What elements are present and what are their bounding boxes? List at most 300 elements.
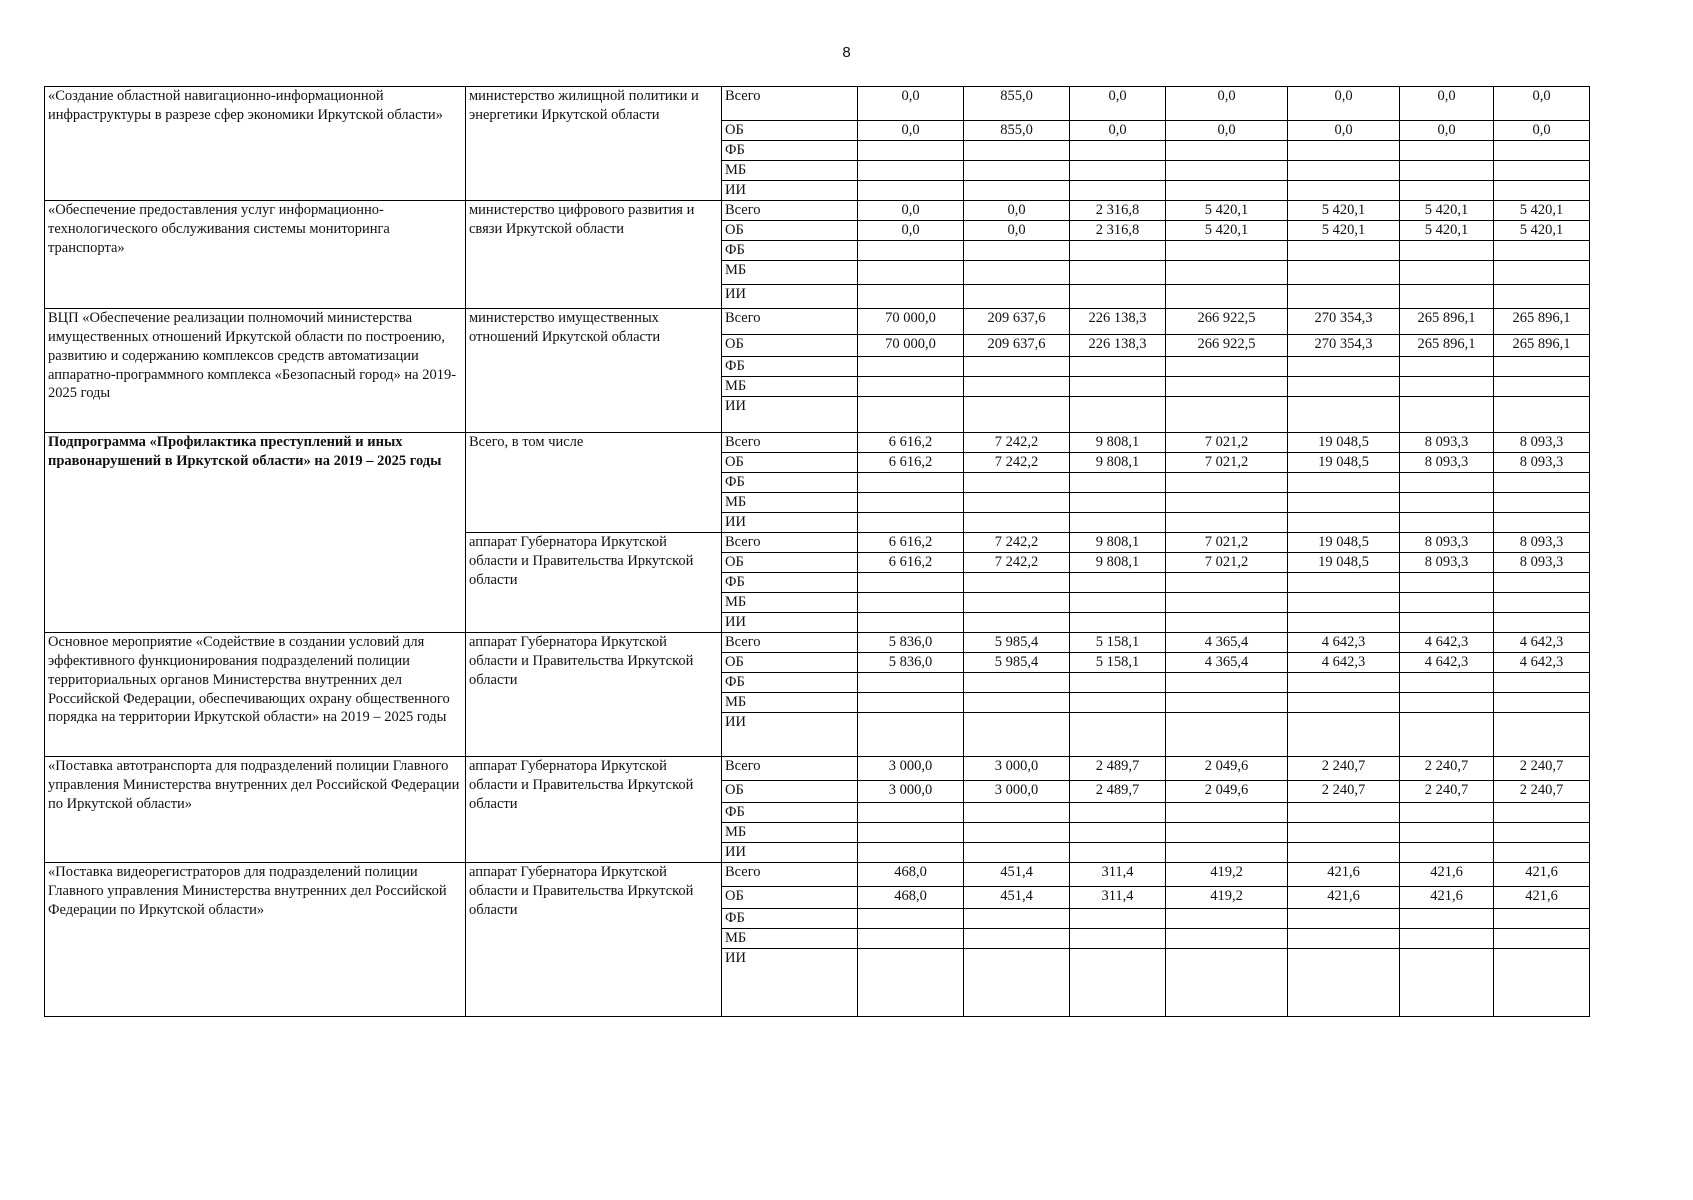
amount-cell (858, 929, 964, 949)
amount-cell: 421,6 (1288, 887, 1400, 909)
amount-cell (1494, 397, 1590, 433)
page-number: 8 (842, 44, 851, 61)
funding-source-label: ФБ (722, 909, 858, 929)
amount-cell (1070, 357, 1166, 377)
amount-cell (1288, 261, 1400, 285)
amount-cell (964, 909, 1070, 929)
measure-name: «Обеспечение предоставления услуг информационно-технологического обслуживания системы мониторинга транспорта» (45, 201, 466, 309)
amount-cell (1494, 803, 1590, 823)
responsible-executor: министерство жилищной политики и энергетики Иркутской области (466, 87, 722, 201)
funding-source-label: ИИ (722, 713, 858, 757)
amount-cell (1494, 181, 1590, 201)
measure-name: Основное мероприятие «Содействие в создании условий для эффективного функционирования подразделений полиции территориальных органов Министерства внутренних дел Российской Федерации, обеспечивающих охрану общественного порядка на территории Иркутской области» на 2019 – 2025 годы (45, 633, 466, 757)
amount-cell (1494, 909, 1590, 929)
amount-cell (1166, 377, 1288, 397)
amount-cell (1288, 843, 1400, 863)
amount-cell: 266 922,5 (1166, 335, 1288, 357)
amount-cell (964, 593, 1070, 613)
amount-cell: 5 158,1 (1070, 633, 1166, 653)
amount-cell: 2 049,6 (1166, 757, 1288, 781)
amount-cell: 2 489,7 (1070, 757, 1166, 781)
amount-cell (1400, 909, 1494, 929)
amount-cell (964, 241, 1070, 261)
amount-cell (964, 613, 1070, 633)
amount-cell: 5 985,4 (964, 633, 1070, 653)
amount-cell (858, 161, 964, 181)
amount-cell (1400, 377, 1494, 397)
amount-cell: 9 808,1 (1070, 453, 1166, 473)
amount-cell: 265 896,1 (1494, 309, 1590, 335)
funding-source-label: Всего (722, 87, 858, 121)
amount-cell: 3 000,0 (964, 781, 1070, 803)
amount-cell: 855,0 (964, 87, 1070, 121)
amount-cell: 209 637,6 (964, 309, 1070, 335)
amount-cell: 7 242,2 (964, 453, 1070, 473)
amount-cell (1400, 929, 1494, 949)
amount-cell (858, 493, 964, 513)
amount-cell: 266 922,5 (1166, 309, 1288, 335)
amount-cell: 8 093,3 (1494, 453, 1590, 473)
amount-cell (964, 513, 1070, 533)
amount-cell: 2 489,7 (1070, 781, 1166, 803)
amount-cell (1494, 513, 1590, 533)
amount-cell: 5 420,1 (1400, 221, 1494, 241)
amount-cell (1288, 357, 1400, 377)
amount-cell (1494, 261, 1590, 285)
amount-cell (1166, 613, 1288, 633)
amount-cell (964, 693, 1070, 713)
amount-cell (1070, 473, 1166, 493)
table-row (45, 633, 1590, 653)
amount-cell (1400, 803, 1494, 823)
amount-cell: 311,4 (1070, 863, 1166, 887)
amount-cell (964, 929, 1070, 949)
amount-cell: 421,6 (1494, 887, 1590, 909)
amount-cell: 19 048,5 (1288, 533, 1400, 553)
amount-cell (858, 397, 964, 433)
amount-cell: 0,0 (1166, 87, 1288, 121)
amount-cell (1070, 949, 1166, 1017)
funding-source-label: ОБ (722, 781, 858, 803)
funding-source-label: Всего (722, 309, 858, 335)
amount-cell (858, 613, 964, 633)
funding-source-label: ФБ (722, 357, 858, 377)
amount-cell: 0,0 (858, 221, 964, 241)
amount-cell: 6 616,2 (858, 433, 964, 453)
amount-cell (1070, 377, 1166, 397)
amount-cell (1400, 261, 1494, 285)
amount-cell: 8 093,3 (1494, 533, 1590, 553)
amount-cell (1288, 513, 1400, 533)
amount-cell: 8 093,3 (1400, 433, 1494, 453)
amount-cell (964, 397, 1070, 433)
amount-cell (1400, 949, 1494, 1017)
amount-cell: 5 420,1 (1494, 221, 1590, 241)
measure-name: «Поставка видеорегистраторов для подразделений полиции Главного управления Министерства внутренних дел Российской Федерации по Иркутской области» (45, 863, 466, 1017)
amount-cell (1070, 513, 1166, 533)
amount-cell (1400, 673, 1494, 693)
amount-cell (1400, 843, 1494, 863)
amount-cell (1494, 473, 1590, 493)
amount-cell: 5 158,1 (1070, 653, 1166, 673)
amount-cell (1166, 513, 1288, 533)
amount-cell (1288, 141, 1400, 161)
amount-cell (858, 573, 964, 593)
amount-cell: 19 048,5 (1288, 553, 1400, 573)
funding-source-label: ОБ (722, 335, 858, 357)
amount-cell (1494, 613, 1590, 633)
amount-cell: 5 420,1 (1494, 201, 1590, 221)
amount-cell: 270 354,3 (1288, 335, 1400, 357)
amount-cell (1070, 929, 1166, 949)
amount-cell: 0,0 (964, 201, 1070, 221)
amount-cell (964, 357, 1070, 377)
funding-source-label: ФБ (722, 141, 858, 161)
amount-cell: 226 138,3 (1070, 309, 1166, 335)
amount-cell (964, 141, 1070, 161)
amount-cell (1494, 573, 1590, 593)
funding-source-label: ИИ (722, 949, 858, 1017)
amount-cell (1494, 929, 1590, 949)
amount-cell (858, 261, 964, 285)
amount-cell: 4 365,4 (1166, 633, 1288, 653)
amount-cell: 2 240,7 (1400, 781, 1494, 803)
amount-cell (1400, 473, 1494, 493)
amount-cell (858, 673, 964, 693)
amount-cell (1288, 929, 1400, 949)
amount-cell (1166, 673, 1288, 693)
amount-cell (858, 843, 964, 863)
amount-cell (1494, 843, 1590, 863)
amount-cell (1400, 713, 1494, 757)
funding-source-label: Всего (722, 433, 858, 453)
measure-name: «Поставка автотранспорта для подразделений полиции Главного управления Министерства внутренних дел Российской Федерации по Иркутской области» (45, 757, 466, 863)
amount-cell (1288, 377, 1400, 397)
amount-cell (1070, 823, 1166, 843)
amount-cell (1166, 713, 1288, 757)
amount-cell (1166, 161, 1288, 181)
amount-cell (1400, 357, 1494, 377)
amount-cell (1288, 949, 1400, 1017)
measure-name: «Создание областной навигационно-информационной инфраструктуры в разрезе сфер экономики Иркутской области» (45, 87, 466, 201)
funding-source-label: МБ (722, 823, 858, 843)
amount-cell (1494, 357, 1590, 377)
amount-cell: 8 093,3 (1400, 453, 1494, 473)
amount-cell (1166, 473, 1288, 493)
amount-cell (1070, 493, 1166, 513)
funding-source-label: МБ (722, 493, 858, 513)
amount-cell (1400, 141, 1494, 161)
amount-cell: 0,0 (1494, 87, 1590, 121)
amount-cell (858, 803, 964, 823)
responsible-executor: аппарат Губернатора Иркутской области и Правительства Иркутской области (466, 533, 722, 633)
amount-cell: 0,0 (1400, 87, 1494, 121)
amount-cell: 70 000,0 (858, 309, 964, 335)
amount-cell (1166, 285, 1288, 309)
amount-cell: 0,0 (858, 201, 964, 221)
measure-name: ВЦП «Обеспечение реализации полномочий министерства имущественных отношений Иркутской области по построению, развитию и содержанию комплексов средств автоматизации аппаратно-программного комплекса «Безопасный город» на 2019-2025 годы (45, 309, 466, 433)
amount-cell (1070, 285, 1166, 309)
amount-cell (858, 357, 964, 377)
amount-cell: 2 240,7 (1494, 757, 1590, 781)
amount-cell: 5 420,1 (1288, 221, 1400, 241)
amount-cell (964, 261, 1070, 285)
funding-source-label: ОБ (722, 221, 858, 241)
amount-cell: 7 021,2 (1166, 433, 1288, 453)
amount-cell (1494, 285, 1590, 309)
amount-cell (1166, 261, 1288, 285)
amount-cell (964, 285, 1070, 309)
amount-cell (858, 241, 964, 261)
amount-cell: 4 642,3 (1400, 633, 1494, 653)
amount-cell (1400, 593, 1494, 613)
measure-name: Подпрограмма «Профилактика преступлений и иных правонарушений в Иркутской области» на 2019 – 2025 годы (45, 433, 466, 633)
amount-cell (964, 803, 1070, 823)
amount-cell (1400, 181, 1494, 201)
funding-source-label: ОБ (722, 121, 858, 141)
table-row (45, 433, 1590, 453)
amount-cell: 419,2 (1166, 887, 1288, 909)
amount-cell (858, 713, 964, 757)
funding-source-label: ФБ (722, 803, 858, 823)
amount-cell: 226 138,3 (1070, 335, 1166, 357)
funding-source-label: МБ (722, 161, 858, 181)
amount-cell: 19 048,5 (1288, 453, 1400, 473)
amount-cell (1494, 161, 1590, 181)
amount-cell (858, 473, 964, 493)
amount-cell: 265 896,1 (1400, 335, 1494, 357)
amount-cell (1494, 949, 1590, 1017)
funding-source-label: Всего (722, 863, 858, 887)
amount-cell (1288, 241, 1400, 261)
amount-cell (964, 949, 1070, 1017)
funding-source-label: МБ (722, 693, 858, 713)
amount-cell (1166, 843, 1288, 863)
amount-cell (1288, 493, 1400, 513)
amount-cell: 8 093,3 (1400, 533, 1494, 553)
amount-cell: 70 000,0 (858, 335, 964, 357)
amount-cell: 855,0 (964, 121, 1070, 141)
table-row (45, 863, 1590, 887)
amount-cell: 451,4 (964, 887, 1070, 909)
amount-cell: 19 048,5 (1288, 433, 1400, 453)
funding-source-label: МБ (722, 593, 858, 613)
responsible-executor: Всего, в том числе (466, 433, 722, 533)
funding-source-label: ОБ (722, 553, 858, 573)
amount-cell: 311,4 (1070, 887, 1166, 909)
amount-cell: 3 000,0 (858, 757, 964, 781)
table-row (45, 201, 1590, 221)
amount-cell (1070, 613, 1166, 633)
amount-cell (1166, 929, 1288, 949)
amount-cell (1070, 261, 1166, 285)
amount-cell: 7 242,2 (964, 433, 1070, 453)
funding-source-label: Всего (722, 533, 858, 553)
amount-cell (1070, 141, 1166, 161)
responsible-executor: министерство имущественных отношений Иркутской области (466, 309, 722, 433)
amount-cell: 0,0 (1070, 121, 1166, 141)
amount-cell (1494, 493, 1590, 513)
amount-cell: 0,0 (1288, 87, 1400, 121)
amount-cell (1070, 713, 1166, 757)
amount-cell: 8 093,3 (1494, 553, 1590, 573)
amount-cell (964, 843, 1070, 863)
funding-source-label: ИИ (722, 513, 858, 533)
amount-cell: 421,6 (1494, 863, 1590, 887)
funding-source-label: ОБ (722, 453, 858, 473)
amount-cell: 7 021,2 (1166, 533, 1288, 553)
amount-cell (1494, 693, 1590, 713)
amount-cell: 265 896,1 (1494, 335, 1590, 357)
amount-cell (1400, 161, 1494, 181)
amount-cell: 468,0 (858, 887, 964, 909)
responsible-executor: аппарат Губернатора Иркутской области и Правительства Иркутской области (466, 757, 722, 863)
amount-cell (1494, 141, 1590, 161)
budget-table (44, 86, 1590, 1017)
amount-cell: 5 420,1 (1288, 201, 1400, 221)
amount-cell (1166, 357, 1288, 377)
amount-cell: 5 420,1 (1166, 221, 1288, 241)
amount-cell (1070, 241, 1166, 261)
amount-cell: 6 616,2 (858, 553, 964, 573)
amount-cell (858, 377, 964, 397)
amount-cell (1166, 593, 1288, 613)
amount-cell: 2 049,6 (1166, 781, 1288, 803)
amount-cell: 451,4 (964, 863, 1070, 887)
amount-cell (964, 161, 1070, 181)
amount-cell (858, 909, 964, 929)
amount-cell (858, 141, 964, 161)
amount-cell (858, 181, 964, 201)
amount-cell: 5 836,0 (858, 653, 964, 673)
amount-cell (858, 693, 964, 713)
amount-cell (964, 573, 1070, 593)
amount-cell: 2 240,7 (1494, 781, 1590, 803)
amount-cell: 5 420,1 (1166, 201, 1288, 221)
amount-cell (1070, 843, 1166, 863)
amount-cell (1166, 181, 1288, 201)
amount-cell (1288, 161, 1400, 181)
amount-cell: 2 316,8 (1070, 201, 1166, 221)
funding-source-label: ОБ (722, 653, 858, 673)
amount-cell (1070, 593, 1166, 613)
amount-cell: 3 000,0 (858, 781, 964, 803)
amount-cell: 4 642,3 (1400, 653, 1494, 673)
amount-cell (858, 593, 964, 613)
amount-cell: 5 420,1 (1400, 201, 1494, 221)
amount-cell (1070, 909, 1166, 929)
funding-source-label: МБ (722, 929, 858, 949)
amount-cell (964, 181, 1070, 201)
amount-cell: 421,6 (1400, 887, 1494, 909)
amount-cell: 3 000,0 (964, 757, 1070, 781)
amount-cell (1288, 593, 1400, 613)
amount-cell (1070, 693, 1166, 713)
amount-cell (1494, 377, 1590, 397)
amount-cell (964, 713, 1070, 757)
funding-source-label: ИИ (722, 285, 858, 309)
funding-source-label: Всего (722, 633, 858, 653)
amount-cell: 4 365,4 (1166, 653, 1288, 673)
amount-cell: 270 354,3 (1288, 309, 1400, 335)
amount-cell (1288, 181, 1400, 201)
amount-cell (1494, 823, 1590, 843)
amount-cell (1070, 161, 1166, 181)
amount-cell: 0,0 (858, 121, 964, 141)
amount-cell (858, 513, 964, 533)
amount-cell (964, 823, 1070, 843)
amount-cell (1494, 593, 1590, 613)
amount-cell: 468,0 (858, 863, 964, 887)
amount-cell: 4 642,3 (1288, 653, 1400, 673)
amount-cell: 9 808,1 (1070, 533, 1166, 553)
amount-cell: 4 642,3 (1288, 633, 1400, 653)
responsible-executor: аппарат Губернатора Иркутской области и Правительства Иркутской области (466, 633, 722, 757)
amount-cell: 4 642,3 (1494, 653, 1590, 673)
amount-cell: 0,0 (1166, 121, 1288, 141)
amount-cell (964, 673, 1070, 693)
funding-source-label: ФБ (722, 241, 858, 261)
amount-cell (964, 377, 1070, 397)
amount-cell: 7 021,2 (1166, 553, 1288, 573)
amount-cell (1494, 713, 1590, 757)
amount-cell (1166, 909, 1288, 929)
amount-cell (1166, 241, 1288, 261)
amount-cell: 9 808,1 (1070, 433, 1166, 453)
amount-cell (1400, 823, 1494, 843)
amount-cell: 2 240,7 (1288, 757, 1400, 781)
amount-cell: 4 642,3 (1494, 633, 1590, 653)
amount-cell (1288, 285, 1400, 309)
amount-cell (1288, 397, 1400, 433)
amount-cell: 0,0 (1400, 121, 1494, 141)
funding-source-label: ИИ (722, 843, 858, 863)
amount-cell (1166, 141, 1288, 161)
amount-cell (1494, 241, 1590, 261)
amount-cell (1070, 181, 1166, 201)
amount-cell: 0,0 (1494, 121, 1590, 141)
amount-cell: 9 808,1 (1070, 553, 1166, 573)
amount-cell (1400, 397, 1494, 433)
funding-source-label: ИИ (722, 181, 858, 201)
amount-cell (1288, 693, 1400, 713)
amount-cell (1070, 803, 1166, 823)
amount-cell (1070, 573, 1166, 593)
responsible-executor: аппарат Губернатора Иркутской области и Правительства Иркутской области (466, 863, 722, 1017)
amount-cell: 421,6 (1400, 863, 1494, 887)
amount-cell (1288, 823, 1400, 843)
amount-cell (1288, 673, 1400, 693)
table-row (45, 87, 1590, 121)
amount-cell (1070, 397, 1166, 433)
amount-cell: 5 985,4 (964, 653, 1070, 673)
amount-cell: 8 093,3 (1494, 433, 1590, 453)
amount-cell (1400, 285, 1494, 309)
table-row (45, 757, 1590, 781)
funding-source-label: ФБ (722, 573, 858, 593)
amount-cell (1400, 513, 1494, 533)
amount-cell: 8 093,3 (1400, 553, 1494, 573)
amount-cell (1400, 493, 1494, 513)
amount-cell (1166, 397, 1288, 433)
amount-cell (1400, 693, 1494, 713)
amount-cell (1494, 673, 1590, 693)
amount-cell: 0,0 (964, 221, 1070, 241)
table-row (45, 309, 1590, 335)
funding-source-label: Всего (722, 757, 858, 781)
amount-cell (1288, 713, 1400, 757)
amount-cell (1288, 473, 1400, 493)
